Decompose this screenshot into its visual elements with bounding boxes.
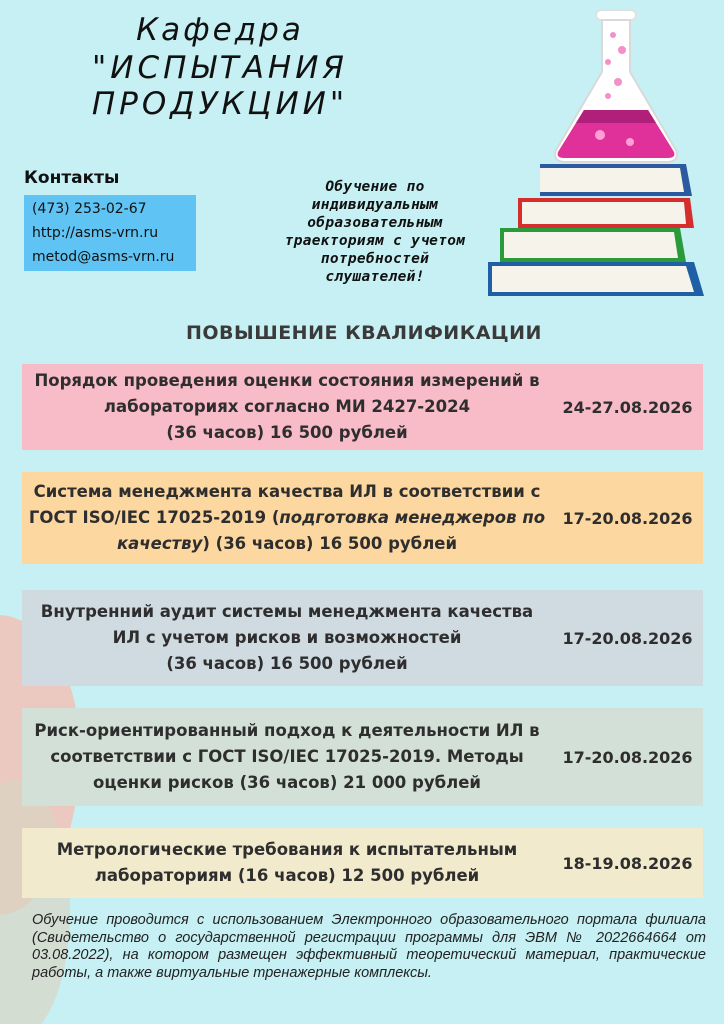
course-line: Система менеджмента качества ИЛ в соответствии с — [33, 482, 541, 501]
footnote: Обучение проводится с использованием Электронного образовательного портала филиала (Свидетельство о государственной регистрации программы для ЭВМ № 2022664664 от 03.08.2022), на котором размещен эффективный теоретический материал, практические работы, а также виртуальные тренажерные комплексы. — [32, 912, 706, 981]
course-description — [22, 718, 552, 796]
section-title: ПОВЫШЕНИЕ КВАЛИФИКАЦИИ — [186, 322, 542, 344]
contact-email[interactable]: metod@asms-vrn.ru — [32, 249, 175, 265]
course-line: Порядок проведения оценки состояния измерений в — [34, 371, 540, 390]
course-line — [22, 505, 552, 531]
course-line: Риск-ориентированный подход к деятельности ИЛ в — [34, 721, 540, 740]
course-date: 24-27.08.2026 — [562, 397, 693, 417]
contacts-box — [24, 195, 196, 271]
course-line: (36 часов) 16 500 рублей — [166, 423, 408, 442]
title-line-2: "ИСПЫТАНИЯ — [92, 50, 348, 86]
contact-phone[interactable]: (473) 253-02-67 — [32, 201, 147, 217]
course-description — [22, 599, 552, 677]
slogan-line: образовательным — [307, 215, 443, 231]
course-line: лабораториям (16 часов) 12 500 рублей — [94, 866, 480, 885]
course-line: оценки рисков (36 часов) 21 000 рублей — [93, 773, 481, 792]
course-line: Метрологические требования к испытательным — [56, 840, 518, 859]
course-line: соответствии с ГОСТ ISO/IEC 17025-2019. Методы — [50, 747, 524, 766]
course-card[interactable] — [22, 472, 703, 564]
course-card[interactable] — [22, 828, 703, 898]
course-card[interactable] — [22, 364, 703, 450]
course-line: ИЛ с учетом рисков и возможностей — [112, 628, 462, 647]
slogan-line: слушателей! — [325, 269, 425, 285]
course-line: лабораториях согласно МИ 2427-2024 — [103, 397, 471, 416]
course-description — [22, 368, 552, 446]
course-text-italic: подготовка менеджеров по — [279, 508, 546, 527]
contact-website[interactable]: http://asms-vrn.ru — [32, 225, 159, 241]
course-text-italic: качеству — [116, 534, 203, 553]
course-line: (36 часов) 16 500 рублей — [166, 654, 408, 673]
contacts-heading: Контакты — [24, 168, 120, 188]
slogan-line: индивидуальным — [311, 197, 439, 213]
course-description — [22, 479, 552, 557]
slogan-line: Обучение по — [325, 179, 425, 195]
course-date: 17-20.08.2026 — [562, 508, 693, 528]
slogan-line: траекториям с учетом — [284, 233, 466, 249]
slogan — [255, 178, 495, 286]
flask-on-books-icon — [480, 0, 724, 300]
title-line-1: Кафедра — [136, 12, 304, 48]
course-text: ) (36 часов) 16 500 рублей — [202, 534, 458, 553]
course-date: 17-20.08.2026 — [562, 628, 693, 648]
course-card[interactable] — [22, 590, 703, 686]
course-line — [22, 531, 552, 557]
course-card[interactable] — [22, 708, 703, 806]
course-line: Внутренний аудит системы менеджмента качества — [40, 602, 534, 621]
course-description — [22, 837, 552, 889]
course-date: 18-19.08.2026 — [562, 853, 693, 873]
course-date: 17-20.08.2026 — [562, 747, 693, 767]
course-text: ГОСТ ISO/IEC 17025-2019 ( — [28, 508, 280, 527]
slogan-line: потребностей — [320, 251, 430, 267]
title-line-3: ПРОДУКЦИИ" — [91, 86, 349, 122]
